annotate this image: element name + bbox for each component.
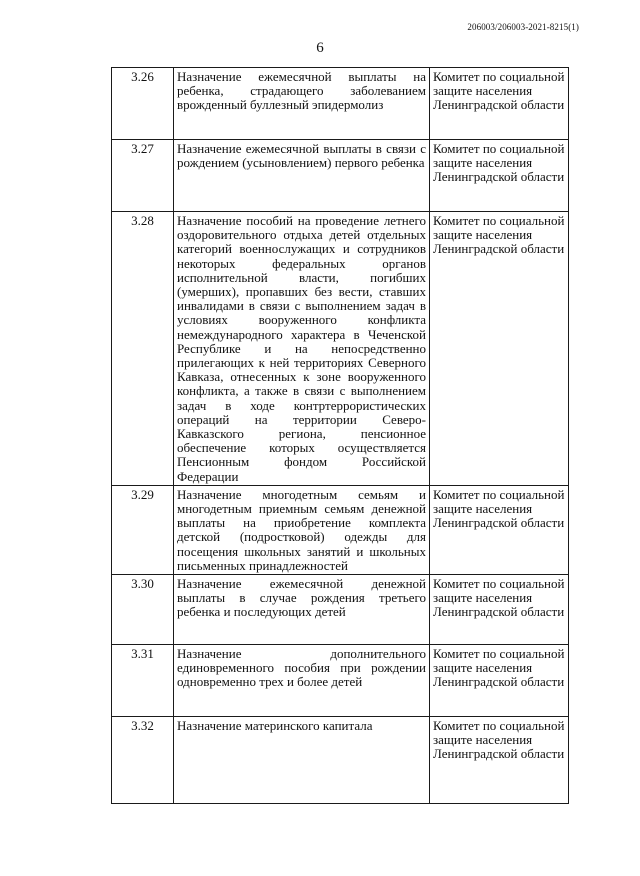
row-number: 3.30 [112,575,174,645]
row-number: 3.26 [112,68,174,140]
service-name: Назначение дополнительного единовременного пособия при рождении одновременно трех и более детей [174,645,430,717]
row-number: 3.27 [112,140,174,212]
table-row [112,212,569,486]
table-row [112,717,569,804]
row-number: 3.28 [112,212,174,486]
responsible-body: Комитет по социальной защите населения Ленинградской области [430,68,569,140]
table-row [112,68,569,140]
responsible-body: Комитет по социальной защите населения Ленинградской области [430,645,569,717]
service-name: Назначение материнского капитала [174,717,430,804]
service-name: Назначение ежемесячной выплаты на ребенка, страдающего заболеванием врожденный буллезный эпидермолиз [174,68,430,140]
responsible-body: Комитет по социальной защите населения Ленинградской области [430,485,569,574]
row-number: 3.29 [112,485,174,574]
services-table [111,67,569,804]
document-registration-number: 206003/206003-2021-8215(1) [467,22,579,32]
service-name: Назначение ежемесячной денежной выплаты в случае рождения третьего ребенка и последующих детей [174,575,430,645]
table-row [112,645,569,717]
responsible-body: Комитет по социальной защите населения Ленинградской области [430,212,569,486]
service-name: Назначение ежемесячной выплаты в связи с рождением (усыновлением) первого ребенка [174,140,430,212]
page-number: 6 [316,40,324,56]
responsible-body: Комитет по социальной защите населения Ленинградской области [430,140,569,212]
responsible-body: Комитет по социальной защите населения Ленинградской области [430,717,569,804]
row-number: 3.32 [112,717,174,804]
responsible-body: Комитет по социальной защите населения Ленинградской области [430,575,569,645]
table-row [112,575,569,645]
service-name: Назначение многодетным семьям и многодетным приемным семьям денежной выплаты на приобретение комплекта детской (подростковой) одежды для посещения школьных занятий и школьных письменных принадлежностей [174,485,430,574]
service-name: Назначение пособий на проведение летнего оздоровительного отдыха детей отдельных категорий военнослужащих и сотрудников некоторых федеральных органов исполнительной власти, погибших (умерших), пропавших без вести, ставших инвалидами в связи с выполнением задач в условиях вооруженного конфликта немеждународного характера в Чеченской Республике и на непосредственно прилегающих к ней территориях Северного Кавказа, отнесенных к зоне вооруженного конфликта, а также в связи с выполнением задач в ходе контртеррористических операций на территории Северо-Кавказского региона, пенсионное обеспечение которых осуществляется Пенсионным фондом Российской Федерации [174,212,430,486]
table-row [112,140,569,212]
table-row [112,485,569,574]
row-number: 3.31 [112,645,174,717]
